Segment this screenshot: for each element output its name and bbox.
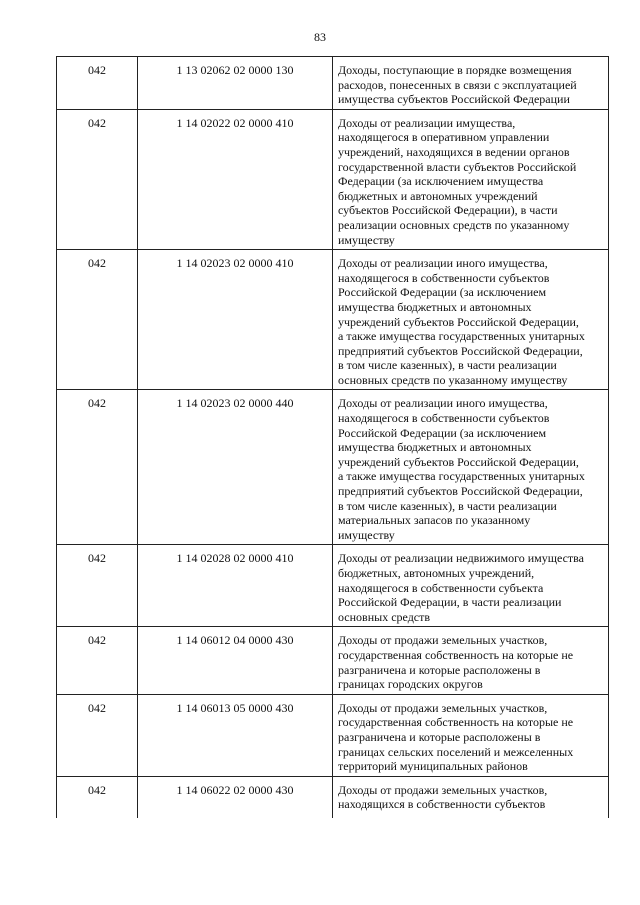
revenue-name-line: границах городских округов — [338, 677, 483, 692]
revenue-name-line: материальных запасов по указанному — [338, 513, 531, 528]
revenue-name-line: государственная собственность на которые не — [338, 647, 574, 662]
budget-code-cell: 1 14 02023 02 0000 440 — [138, 390, 333, 545]
table-row — [57, 57, 609, 110]
revenue-name-line: Доходы от продажи земельных участков, — [338, 700, 548, 715]
table-row — [57, 545, 609, 627]
revenue-name-line: находящегося в собственности субъектов — [338, 411, 550, 426]
revenue-name-cell — [333, 694, 609, 776]
revenue-name-line: Российской Федерации, в части реализации — [338, 595, 562, 610]
revenue-name-line: территорий муниципальных районов — [338, 759, 528, 774]
revenue-name-cell — [333, 776, 609, 818]
admin-code-cell: 042 — [57, 390, 138, 545]
revenue-name-line: имущества бюджетных и автономных — [338, 299, 532, 314]
revenue-name-line: государственной власти субъектов Российской — [338, 159, 577, 174]
revenue-name-line: в том числе казенных), в части реализации — [338, 358, 557, 373]
revenue-name-line: имуществу — [338, 527, 395, 542]
revenue-name-line: а также имущества государственных унитарных — [338, 329, 585, 344]
admin-code-cell: 042 — [57, 250, 138, 390]
revenue-name-line: Доходы от продажи земельных участков, — [338, 633, 548, 648]
revenue-name-line: Федерации (за исключением имущества — [338, 174, 544, 189]
revenue-name-line: учреждений субъектов Российской Федерации, — [338, 314, 579, 329]
revenue-name-line: Доходы от реализации недвижимого имущества — [338, 551, 584, 566]
revenue-name-line: государственная собственность на которые не — [338, 715, 574, 730]
revenue-name-line: находящегося в оперативном управлении — [338, 130, 550, 145]
revenue-name-line: реализации основных средств по указанному — [338, 217, 570, 232]
revenue-name-line: находящегося в собственности субъекта — [338, 580, 544, 595]
admin-code-cell: 042 — [57, 57, 138, 110]
budget-code-cell: 1 14 02023 02 0000 410 — [138, 250, 333, 390]
revenue-name-line: а также имущества государственных унитарных — [338, 469, 585, 484]
revenue-name-cell — [333, 390, 609, 545]
admin-code-cell: 042 — [57, 109, 138, 249]
revenue-name-line: предприятий субъектов Российской Федерации, — [338, 484, 583, 499]
revenue-name-line: разграничена и которые расположены в — [338, 729, 541, 744]
table-row — [57, 694, 609, 776]
admin-code-cell: 042 — [57, 694, 138, 776]
revenue-name-line: основных средств — [338, 609, 431, 624]
budget-code-cell: 1 14 02022 02 0000 410 — [138, 109, 333, 249]
revenue-name-line: бюджетных, автономных учреждений, — [338, 566, 535, 580]
revenue-name-line: бюджетных и автономных учреждений — [338, 188, 538, 203]
revenue-name-line: имуществу — [338, 232, 395, 247]
revenue-name-line: Российской Федерации (за исключением — [338, 425, 547, 440]
admin-code-cell: 042 — [57, 545, 138, 627]
revenue-name-cell — [333, 250, 609, 390]
table-body — [57, 57, 609, 818]
revenue-name-line: основных средств по указанному имуществу — [338, 372, 568, 387]
table-row — [57, 109, 609, 249]
revenue-name-line: учреждений, находящихся в ведении органов — [338, 144, 570, 159]
table-row — [57, 627, 609, 694]
revenue-name-line: Доходы от реализации иного имущества, — [338, 256, 548, 271]
revenue-name-line: Российской Федерации (за исключением — [338, 285, 547, 300]
revenue-name-line: Доходы, поступающие в порядке возмещения — [338, 63, 572, 77]
admin-code-cell: 042 — [57, 627, 138, 694]
budget-code-cell: 1 14 06022 02 0000 430 — [138, 776, 333, 818]
revenue-name-line: находящегося в собственности субъектов — [338, 270, 550, 285]
revenue-name-line: субъектов Российской Федерации), в части — [338, 203, 558, 218]
table-row — [57, 250, 609, 390]
budget-code-cell: 1 14 06013 05 0000 430 — [138, 694, 333, 776]
revenue-name-line: расходов, понесенных в связи с эксплуатацией — [338, 77, 577, 92]
revenue-name-line: предприятий субъектов Российской Федерации, — [338, 343, 583, 358]
revenue-name-cell — [333, 57, 609, 110]
budget-code-cell: 1 14 02028 02 0000 410 — [138, 545, 333, 627]
revenue-name-line: имущества субъектов Российской Федерации — [338, 92, 570, 107]
table-row — [57, 776, 609, 818]
revenue-name-cell — [333, 109, 609, 249]
revenue-codes-table — [56, 56, 609, 818]
revenue-name-cell — [333, 545, 609, 627]
revenue-name-line: находящихся в собственности субъектов — [338, 797, 546, 812]
admin-code-cell: 042 — [57, 776, 138, 818]
table-row — [57, 390, 609, 545]
revenue-name-line: Доходы от продажи земельных участков, — [338, 782, 548, 797]
budget-code-cell: 1 13 02062 02 0000 130 — [138, 57, 333, 110]
revenue-name-line: Доходы от реализации имущества, — [338, 115, 516, 130]
revenue-name-line: учреждений субъектов Российской Федерации, — [338, 454, 579, 469]
revenue-name-line: разграничена и которые расположены в — [338, 662, 541, 677]
revenue-name-cell — [333, 627, 609, 694]
revenue-name-line: Доходы от реализации иного имущества, — [338, 396, 548, 411]
page-number: 83 — [314, 30, 326, 44]
revenue-name-line: в том числе казенных), в части реализации — [338, 498, 557, 513]
budget-code-cell: 1 14 06012 04 0000 430 — [138, 627, 333, 694]
revenue-name-line: границах сельских поселений и межселенных — [338, 744, 574, 759]
revenue-name-line: имущества бюджетных и автономных — [338, 440, 532, 455]
